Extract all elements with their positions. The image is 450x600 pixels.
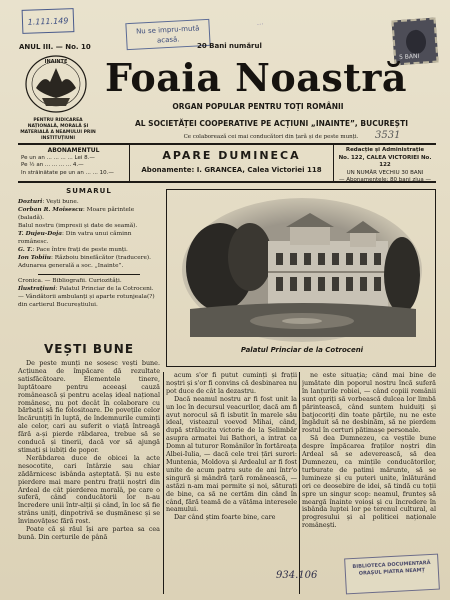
column-divider (163, 372, 164, 594)
logo-tagline: PENTRU RIDICAREA NAȚIONALĂ, MORALĂ ȘI MATERIALĂ A NEAMULUI PRIN INSTITUȚIUNI (20, 118, 96, 141)
editorial-note: UN NUMĂR VECHIU 30 BANI (346, 169, 424, 176)
info-bar (18, 143, 436, 183)
article-paragraph: Nerăbdarea duce de obicei la acte nesocotite, cari întârzie sau chiar zădărnicesc isbânda așteptată. Și nu este pierdere mai mare pentru frații noștri din Ardeal de cât pierderea moralâ, pe care o suferă, când conducătorii lor n-au încredere unii într-alții și când, în loc să fie strâns uniți, dinpotrivă se dușmănesc și se învinovățesc fără rost. (18, 453, 160, 526)
issue-line: ANUL III. — No. 10 (19, 43, 91, 51)
toc-item: T. Dujeu-Doja: Din vatra unui căminn românesc. (18, 231, 132, 245)
editorial-box (334, 145, 436, 181)
table-of-contents (18, 188, 160, 338)
handwritten-note: ... (256, 18, 264, 27)
society-logo-icon (20, 54, 92, 116)
toc-item: Ion Tobiiu: Războiu binefăcător (traducere). (18, 255, 152, 262)
toc-item: Dozturi: Vești bune. (18, 198, 79, 205)
masthead-title: Foaia Noastră (105, 55, 407, 100)
editorial-address: No. 122, CALEA VICTORIEI No. 122 (338, 154, 432, 168)
article-paragraph: Să dea Dumnezeu, ca veștile bune despre împăcarea fraților noștri din Ardeal să se adeverească, să dea Dumnezeu, ca mințile conducătorilor, turburate de patimi mărunte, să se lumineze și cu puteri unite, înlăturând ori ce deosebire de idei, să tindă cu toții spre un singur scop: neamul, frunteș să meargă înainte voioși și cu încredere în isbânda luptei lor pe terenul cultural, al progresului și al politicei naționale românești. (302, 434, 436, 530)
article-column-2 (166, 372, 297, 597)
photo-caption: Palatul Princiar de la Cotroceni (240, 346, 364, 354)
article-paragraph: ne este situația; când mai bine de jumătate din poporul nostru încă suferă în lanțurile robiei, — când copiii românii sunt opriți să vorbească dulcea lor limbă părintească, când suntem huiduiți și batjocoriți din toate părțile, nu ne este îngăduit să ne desbinăm, să ne pierdem rostul în certuri pătimașe personale. (302, 372, 436, 435)
subscription-row: Pe un an ... ... ... ... Lei 8.— (21, 154, 95, 161)
article-paragraph: Dacă neamul nostru ar fi fost unit la un loc în decursul veacurilor, dacă am fi avut norocul să fi isbutit în marele său ideal, visteazul voevod Mihai, când, după strălucita victorie de la Șelimbăr asupra armatei lui Bathori, a intrat ca Domn al tuturor Românilor în fortăreața Albei-Iulia, — dacă cele trei țări surori: Muntenia, Moldova și Ardealul ar fi fost unite de acum patru sute de ani într'o singură și mândră țară românească, —astăzi n-am mai permite și noi, săturați de bine, ca să ne certăm din când în când, fără teamă de a vătăma interesele neamului. (166, 394, 297, 514)
article-column-1 (18, 360, 160, 595)
collaboration-line: Ce colaborează cei mai conducători din țară și de peste munți. (183, 134, 359, 140)
article-paragraph: acum s'or fi putut cuminți și frații noștri și s'or fi convins că desbinarea nu pot duce de cât la dezastru. (166, 372, 297, 395)
library-stamp: BIBLIOTECA DOCUMENTARĂ ORAȘUL PIATRA NEAMȚ (344, 554, 440, 595)
publication-day: APARE DUMINECA (162, 149, 301, 162)
publisher-line: AL SOCIETĂȚEI COOPERATIVE PE ACȚIUNI „INAINTE”, BUCUREȘTI (134, 119, 408, 128)
palace-photo (180, 197, 424, 343)
article-column-3 (302, 372, 436, 557)
publication-box (130, 145, 334, 181)
postage-stamp-icon: 5 BANI (391, 18, 438, 66)
inventory-number: 934.106 (276, 570, 318, 581)
palace-photo-frame (166, 189, 436, 367)
no-lend-stamp: Nu se impru-mută acasă. (125, 19, 210, 50)
subscription-row: Pe ½ an ... ... ... ... 4.— (21, 162, 84, 168)
subscription-title: ABONAMENTUL (47, 147, 100, 154)
toc-title: SUMARUL (66, 187, 112, 195)
handwritten-mark: 3531 (375, 130, 401, 141)
editorial-note: — Abonamentele: 80 bani ziua — (339, 177, 431, 183)
subscription-address: Abonamente: I. GRANCEA, Calea Victoriei 118 (141, 166, 322, 174)
toc-divider (38, 274, 140, 275)
toc-illustrations: Ilustrațiuni: Palatul Princiar de la Cotroceni. — Vândătorii ambulanți și aparte rotunjeala(?) din cartierul Bucureștiului. (18, 286, 155, 308)
masthead-subtitle: ORGAN POPULAR PENTRU TOȚI ROMÂNII (172, 102, 344, 111)
toc-item: G. T.: Pace între frați de peste munți. (18, 246, 128, 253)
toc-extra: Cronica. — Bibliografii. Curiozități. (18, 278, 122, 285)
editorial-title: Redacție și Administrație (345, 147, 425, 153)
toc-item: Corban R. Moisescu: Moare părintele (baladă). (18, 206, 135, 221)
toc-item: Adunarea generală a soc. „Inainte”. (18, 263, 124, 270)
article-paragraph: Poate că și răul își are partea sa cea bună. Din certurile de până (18, 525, 160, 541)
subscription-box (18, 145, 130, 181)
subscription-row: In străinătate pe un an ... ... 10.— (21, 169, 114, 176)
article-paragraph: De peste munți ne sosesc vești bune. Acțiunea de împăcare dă rezultate satisfăcătoare. Elementele tinere, luptătoare pentru aceeași cauză românească și pentru acelaș ideal național românesc, nu pot decât în colaborare cu bărbații să fie folositoare. De povețile celor încărunțiți în luptă, de îndemnurile cuminți ale celor, cari au suferit o viață întreagă fără a-și pierde răbdarea, trebue să se conducă și tinerii, dacă vor să ajungă stimați și iubiți de popor. (18, 360, 160, 454)
logo-label: INAINTE (44, 59, 68, 65)
inventory-stamp: 1.111.149 (22, 8, 75, 34)
issue-price: 20 Bani numărul (197, 42, 262, 50)
article-title: VEȘTI BUNE (43, 342, 135, 356)
article-paragraph: Dar când știm foarte bine, care (174, 513, 276, 522)
column-divider (299, 372, 300, 594)
toc-item: Balul nostru (impresii și date de seamă). (18, 222, 138, 229)
